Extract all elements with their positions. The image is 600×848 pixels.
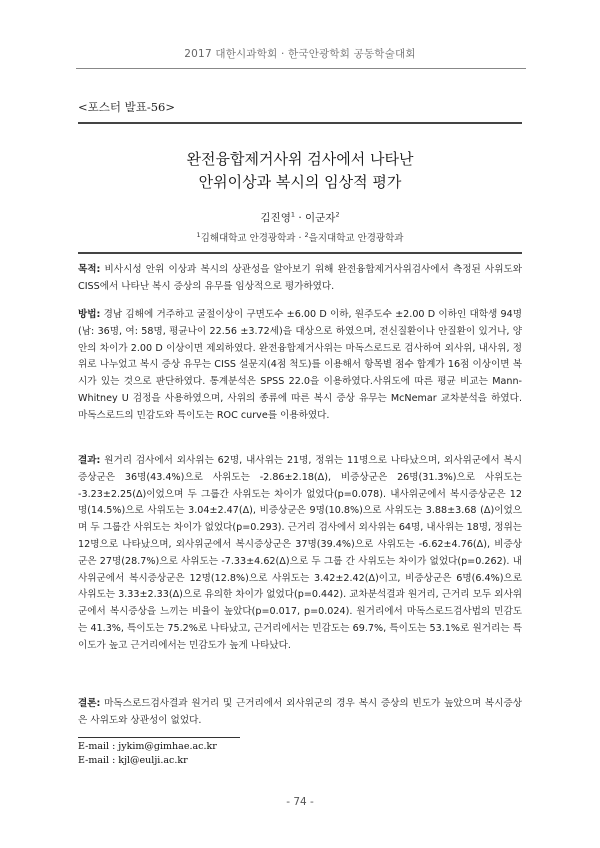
conference-header: 2017 대한시과학회 · 한국안광학회 공동학술대회 (184, 48, 416, 60)
section-text: 원거리 검사에서 외사위는 62명, 내사위는 21명, 정위는 11명으로 나타났으며, 외사위군에서 복시증상군은 36명(43.4%)으로 사위도는 -2.86±2.18(Δ), 비증상군은 26명(31.3%)으로 사위도는 -3.23±2.25(Δ)이었으며 두 그룹간 사위도는 차이가 없었다(p=0.078). 내사위군에서 복시증상군은 12명(14.5%)으로 사위도는 3.04±2.47(Δ), 비증상군은 9명(10.8%)으로 사위도는 3.88±3.68 (Δ)이었으며 두 그룹간 사위도는 차이가 없었다(p=0.293). 근거리 검사에서 외사위는 64명, 내사위는 18명, 정위는 12명으로 나타났으며, 외사위군에서 복시증상군은 37명(39.4%)으로 사위도는 -6.62±4.76(Δ), 비증상군은 27명(28.7%)으로 사위도는 -7.33±4.62(Δ)으로 두 그룹 간 사위도는 차이가 없었다(p=0.262). 내사위군에서 복시증상군은 12명(12.8%)으로 사위도는 3.42±2.42(Δ)이고, 비증상군은 6명(6.4%)으로 사위도는 3.33±2.33(Δ)으로 유의한 차이가 없었다(p=0.442). 교차분석결과 원거리, 근거리 모두 외사위군에서 복시증상을 느끼는 비율이 높았다(p=0.017, p=0.024). 원거리에서 마독스로드검사법의 민감도는 41.3%, 특이도는 75.2%로 나타났고, 근거리에서는 민감도는 69.7%, 특이도는 53.1%로 원거리는 특이도가 높고 근거리에서는 민감도가 높게 나타났다. (78, 455, 522, 651)
email-line: E-mail : jykim@gimhae.ac.kr (78, 741, 217, 752)
section-label: 결론: (78, 698, 101, 709)
email-line: E-mail : kjl@eulji.ac.kr (78, 755, 188, 766)
author-affil-mark: 1 (290, 210, 295, 219)
title-line-2: 안위이상과 복시의 임상적 평가 (198, 173, 402, 191)
methods-section (78, 307, 522, 425)
affiliations (78, 230, 522, 244)
section-label: 결과: (78, 455, 101, 466)
author-separator: · (294, 212, 305, 224)
title-line-1: 완전융합제거사위 검사에서 나타난 (186, 150, 414, 168)
conclusion-section (78, 696, 522, 730)
page-number: - 74 - (286, 796, 314, 808)
author-name: 이군자 (305, 212, 336, 224)
section-label: 목적: (78, 264, 101, 275)
section-text: 비사시성 안위 이상과 복시의 상관성을 알아보기 위해 완전융합제거사위검사에서 측정된 사위도와 CISS에서 나타난 복시 증상의 유무를 임상적으로 평가하였다. (78, 264, 522, 292)
section-text: 마독스로드검사결과 원거리 및 근거리에서 외사위군의 경우 복시 증상의 빈도가 높았으며 복시증상은 사위도와 상관성이 없었다. (78, 698, 522, 726)
paper-title (78, 148, 522, 194)
section-text: 경남 김해에 거주하고 굴절이상이 구면도수 ±6.00 D 이하, 원주도수 ±2.00 D 이하인 대학생 94명(남: 36명, 여: 58명, 평균나이 22.56 ±3.72세)을 대상으로 하였으며, 전신질환이나 안질환이 있거나, 양안의 차이가 2.00 D 이상이면 제외하였다. 완전융합제거사위는 마독스로드로 검사하여 외사위, 내사위, 정위로 나누었고 복시 증상 유무는 CISS 설문지(4점 척도)를 이용해서 항목별 점수 합계가 16점 이상이면 복시가 있는 것으로 판단하였다. 통계분석은 SPSS 22.0을 이용하였다.사위도에 따른 평균 비교는 Mann-Whitney U 검정을 사용하였으며, 사위의 종류에 따른 복시 증상 유무는 McNemar 교차분석을 하였다. 마독스로드의 민감도와 특이도는 ROC curve를 이용하였다. (78, 309, 522, 421)
section-label: 방법: (78, 309, 101, 320)
header-divider (76, 68, 526, 69)
authors (78, 210, 522, 225)
poster-label: <포스터 발표-56> (78, 100, 175, 114)
affil-mark: 2 (304, 230, 309, 239)
affil-mark: 1 (196, 230, 201, 239)
affiliation: 김해대학교 안경광학과 · (200, 233, 305, 244)
author-affil-mark: 2 (335, 210, 340, 219)
footnote-divider (78, 737, 240, 738)
affiliation: 을지대학교 안경광학과 (308, 233, 404, 244)
objective-section (78, 262, 522, 296)
results-section (78, 453, 522, 655)
title-block (78, 122, 522, 254)
author-name: 김진영 (260, 212, 291, 224)
